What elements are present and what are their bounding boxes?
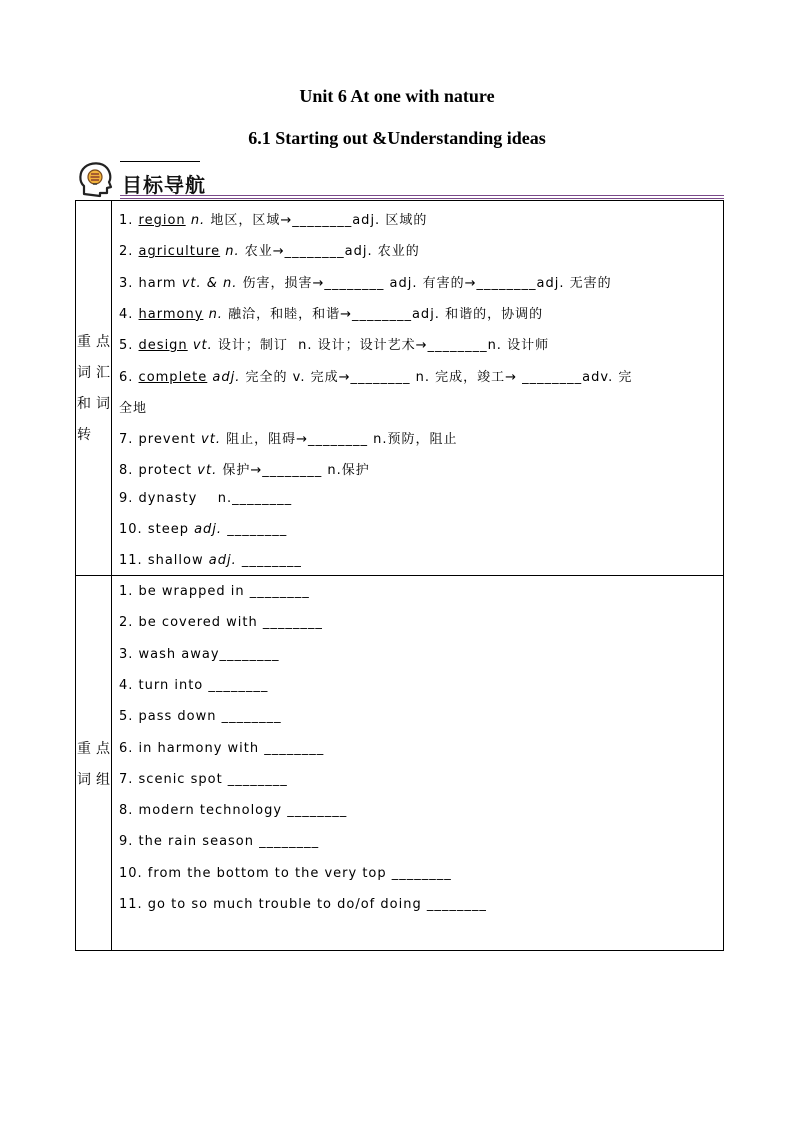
vocab-item <box>119 491 719 506</box>
phrase-item: 10. from the bottom to the very top ________ <box>119 865 452 881</box>
vocab-word: harm <box>138 275 177 291</box>
part-of-speech: n. <box>225 244 240 260</box>
vocab-definition: 阻止，阻碍→________ n.预防，阻止 <box>226 432 458 448</box>
vocab-word: agriculture <box>138 244 221 260</box>
vocab-table <box>75 200 724 576</box>
phrase-label <box>76 734 111 796</box>
item-number: 11. <box>119 553 143 569</box>
item-number: 3. <box>119 275 134 291</box>
phrase-item: 11. go to so much trouble to do/of doing ________ <box>119 897 487 912</box>
vocab-word: complete <box>138 369 208 385</box>
header-rule <box>120 195 724 196</box>
phrase-item: 5. pass down ________ <box>119 709 282 725</box>
label-line: 转 <box>77 427 91 443</box>
part-of-speech: n. <box>190 213 206 228</box>
item-number: 9. <box>119 490 134 506</box>
phrase-item: 1. be wrapped in ________ <box>119 584 310 599</box>
vocab-definition: 完全的 v. 完成→________ n. 完成，竣工→ ________adv. 完 <box>245 369 633 385</box>
item-number: 7. <box>119 432 134 448</box>
phrase-item: 2. be covered with ________ <box>119 615 323 631</box>
vocab-word: dynasty <box>138 490 198 506</box>
vocab-item <box>119 209 719 228</box>
part-of-speech: vt. & n. <box>181 275 238 291</box>
item-number: 5. <box>119 338 134 354</box>
vocab-definition: 地区，区域→________adj. 区域的 <box>210 213 428 228</box>
part-of-speech: vt. <box>192 338 213 354</box>
label-line: 和 词 <box>77 396 110 412</box>
part-of-speech: n. <box>208 306 223 322</box>
phrase-item: 4. turn into ________ <box>119 677 269 693</box>
vocab-item <box>119 303 719 322</box>
label-line: 词 汇 <box>77 365 110 381</box>
part-of-speech: adj. <box>212 369 241 385</box>
vocab-word: shallow <box>147 553 204 569</box>
part-of-speech: vt. <box>197 463 218 479</box>
vocab-item <box>119 366 719 385</box>
vocab-item <box>119 334 719 353</box>
phrase-item: 9. the rain season ________ <box>119 834 320 850</box>
vocab-item <box>119 428 719 447</box>
head-lightbulb-icon <box>76 160 116 198</box>
part-of-speech: adj. <box>194 522 223 537</box>
vocab-word: prevent <box>138 432 196 448</box>
item-number: 4. <box>119 306 134 322</box>
phrase-item: 3. wash away________ <box>119 646 280 662</box>
column-divider <box>111 576 112 950</box>
section-title: 目标导航 <box>122 173 206 197</box>
item-number: 8. <box>119 463 134 479</box>
part-of-speech: adj. <box>208 553 237 569</box>
phrase-item: 8. modern technology ________ <box>119 803 348 819</box>
vocab-word: protect <box>138 463 193 479</box>
label-line: 重点 <box>77 334 110 350</box>
vocab-item <box>119 397 719 416</box>
vocab-definition: 全地 <box>119 400 148 416</box>
vocab-definition: 农业→________adj. 农业的 <box>244 244 420 260</box>
vocab-definition: ________ <box>227 522 288 537</box>
item-number: 1. <box>119 213 134 228</box>
vocab-definition: 保护→________ n.保护 <box>222 463 370 479</box>
vocab-item <box>119 522 719 537</box>
vocab-definition: ________ <box>241 553 302 569</box>
section-header <box>76 156 724 200</box>
vocab-definition: 伤害，损害→________ adj. 有害的→________adj. 无害的 <box>242 275 612 291</box>
vocab-label <box>76 327 111 451</box>
vocab-word: steep <box>147 522 189 537</box>
phrase-table <box>75 575 724 951</box>
vocab-item <box>119 553 719 568</box>
title-overline <box>120 161 200 162</box>
phrase-item: 6. in harmony with ________ <box>119 740 325 756</box>
part-of-speech: vt. <box>201 432 221 448</box>
item-number: 10. <box>119 522 143 537</box>
vocab-definition: n.________ <box>202 490 293 506</box>
vocab-definition: 融洽，和睦，和谐→________adj. 和谐的，协调的 <box>228 306 544 322</box>
vocab-definition: 设计；制订 n. 设计；设计艺术→________n. 设计师 <box>217 338 550 354</box>
phrase-item: 7. scenic spot ________ <box>119 771 288 787</box>
vocab-word: region <box>138 213 186 228</box>
vocab-item <box>119 240 719 259</box>
header-rule <box>120 198 724 199</box>
label-line: 重点 <box>77 741 110 757</box>
vocab-item <box>119 272 719 291</box>
unit-title: Unit 6 At one with nature <box>299 86 495 106</box>
item-number: 6. <box>119 369 134 385</box>
item-number: 2. <box>119 244 134 260</box>
vocab-item <box>119 459 719 478</box>
lesson-title: 6.1 Starting out &Understanding ideas <box>248 128 546 148</box>
label-line: 词组 <box>77 772 110 788</box>
vocab-word: harmony <box>138 306 204 322</box>
column-divider <box>111 201 112 575</box>
vocab-word: design <box>138 338 188 354</box>
